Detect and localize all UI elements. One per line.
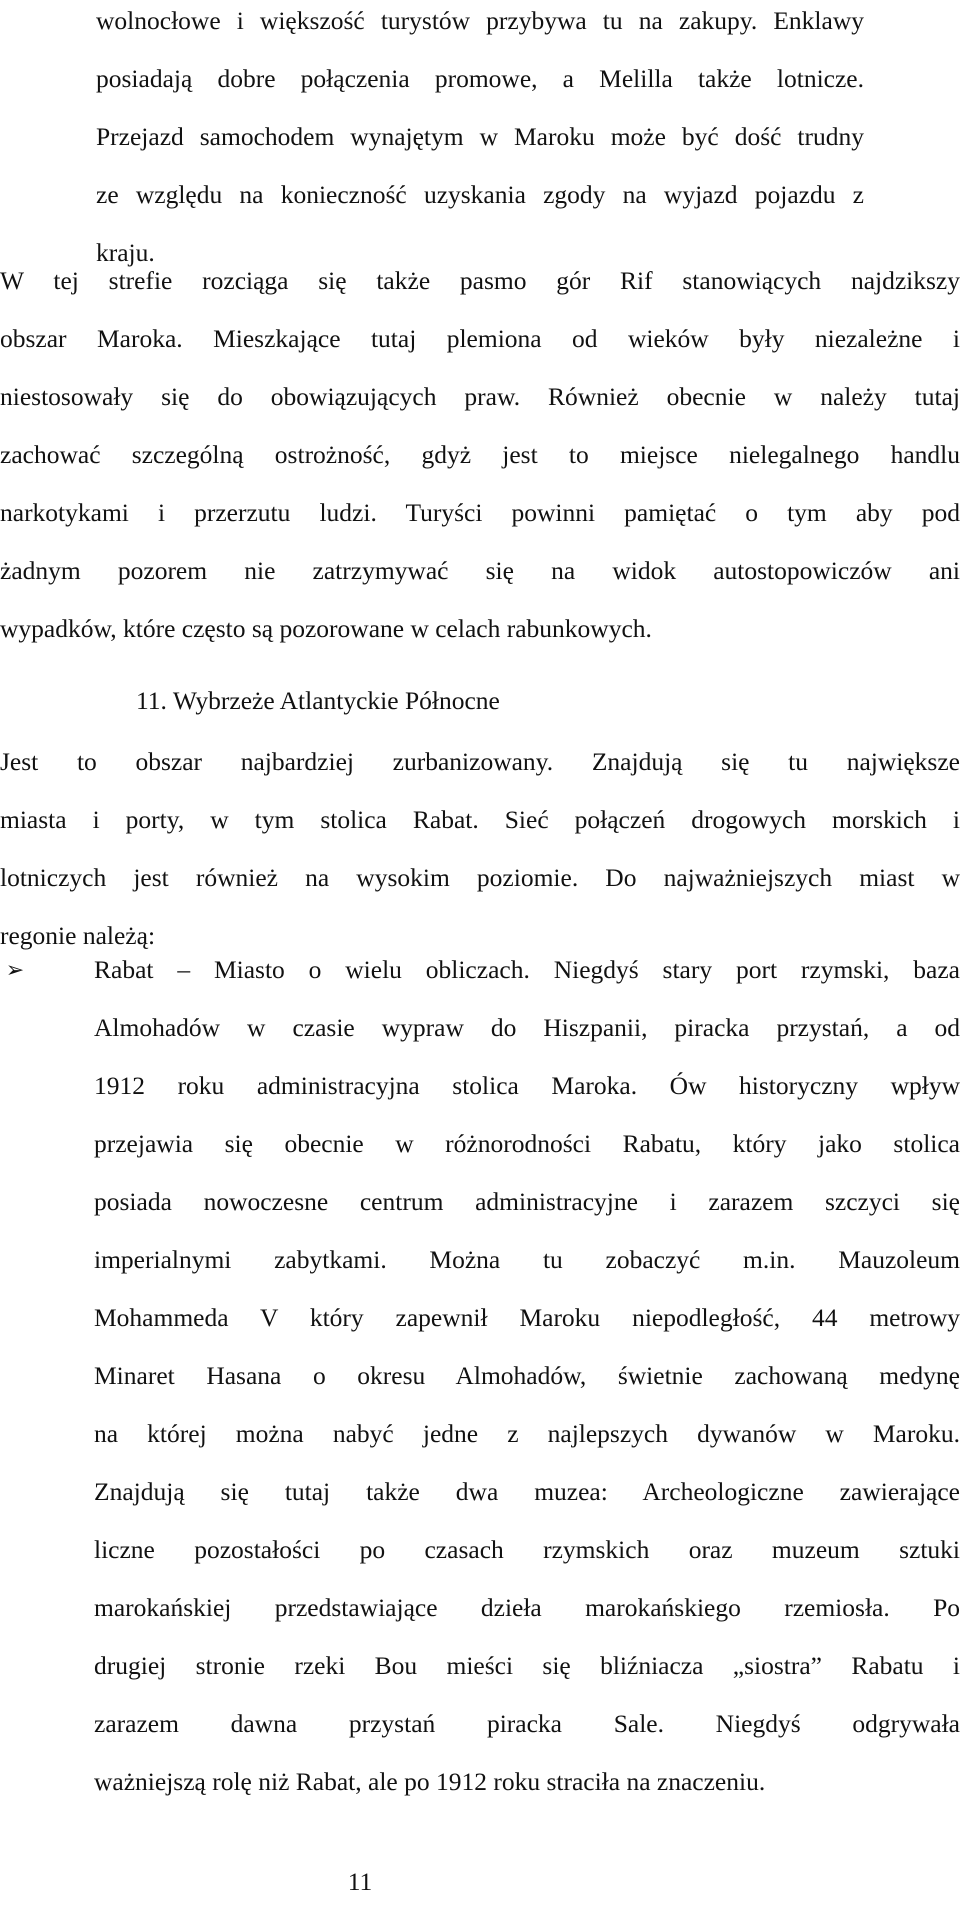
atlantic-paragraph bbox=[0, 733, 960, 965]
page-number: 11 bbox=[347, 1867, 373, 1896]
list-item-line: marokańskiej przedstawiające dzieła marokańskiego rzemiosła. Po bbox=[94, 1593, 960, 1622]
paragraph-line: obszar Maroka. Mieszkające tutaj plemiona od wieków były niezależne i bbox=[0, 324, 960, 353]
rabat-list-item bbox=[0, 941, 960, 1811]
list-item-line: Mohammeda V który zapewnił Maroku niepodległość, 44 metrowy bbox=[94, 1303, 960, 1332]
arrow-bullet-icon: ➢ bbox=[5, 957, 25, 982]
rif-paragraph bbox=[0, 252, 960, 658]
paragraph-line: Jest to obszar najbardziej zurbanizowany. Znajdują się tu największe bbox=[0, 747, 960, 776]
list-item-line: Rabat – Miasto o wielu obliczach. Niegdyś stary port rzymski, baza bbox=[94, 955, 960, 984]
list-item-line: Almohadów w czasie wypraw do Hiszpanii, piracka przystań, a od bbox=[94, 1013, 960, 1042]
section-heading: 11. Wybrzeże Atlantyckie Północne bbox=[136, 686, 500, 715]
paragraph-line: lotniczych jest również na wysokim poziomie. Do najważniejszych miast w bbox=[0, 863, 960, 892]
list-item-line: zarazem dawna przystań piracka Sale. Niegdyś odgrywała bbox=[94, 1709, 960, 1738]
list-item-line: ważniejszą rolę niż Rabat, ale po 1912 roku straciła na znaczeniu. bbox=[94, 1767, 766, 1796]
list-item-line: liczne pozostałości po czasach rzymskich oraz muzeum sztuki bbox=[94, 1535, 960, 1564]
list-item-line: imperialnymi zabytkami. Można tu zobaczyć m.in. Mauzoleum bbox=[94, 1245, 960, 1274]
paragraph-line: miasta i porty, w tym stolica Rabat. Sieć połączeń drogowych morskich i bbox=[0, 805, 960, 834]
intro-paragraph bbox=[0, 0, 864, 282]
paragraph-line: ze względu na konieczność uzyskania zgody na wyjazd pojazdu z bbox=[96, 180, 864, 209]
paragraph-line: regonie należą: bbox=[0, 921, 156, 950]
paragraph-line: wolnocłowe i większość turystów przybywa tu na zakupy. Enklawy bbox=[96, 6, 864, 35]
list-item-line: Znajdują się tutaj także dwa muzea: Archeologiczne zawierające bbox=[94, 1477, 960, 1506]
list-item-line: Minaret Hasana o okresu Almohadów, świetnie zachowaną medynę bbox=[94, 1361, 960, 1390]
paragraph-line: kraju. bbox=[96, 238, 155, 267]
paragraph-line: żadnym pozorem nie zatrzymywać się na widok autostopowiczów ani bbox=[0, 556, 960, 585]
list-item-line: drugiej stronie rzeki Bou mieści się bliźniacza „siostra” Rabatu i bbox=[94, 1651, 960, 1680]
paragraph-line: zachować szczególną ostrożność, gdyż jest to miejsce nielegalnego handlu bbox=[0, 440, 960, 469]
list-item-line: na której można nabyć jedne z najlepszych dywanów w Maroku. bbox=[94, 1419, 960, 1448]
paragraph-line: wypadków, które często są pozorowane w celach rabunkowych. bbox=[0, 614, 652, 643]
paragraph-line: posiadają dobre połączenia promowe, a Melilla także lotnicze. bbox=[96, 64, 864, 93]
paragraph-line: narkotykami i przerzutu ludzi. Turyści powinni pamiętać o tym aby pod bbox=[0, 498, 960, 527]
list-item-line: 1912 roku administracyjna stolica Maroka. Ów historyczny wpływ bbox=[94, 1071, 960, 1100]
paragraph-line: W tej strefie rozciąga się także pasmo gór Rif stanowiących najdzikszy bbox=[0, 266, 960, 295]
list-item-line: przejawia się obecnie w różnorodności Rabatu, który jako stolica bbox=[94, 1129, 960, 1158]
paragraph-line: Przejazd samochodem wynajętym w Maroku może być dość trudny bbox=[96, 122, 864, 151]
list-item-line: posiada nowoczesne centrum administracyjne i zarazem szczyci się bbox=[94, 1187, 960, 1216]
paragraph-line: niestosowały się do obowiązujących praw. Również obecnie w należy tutaj bbox=[0, 382, 960, 411]
